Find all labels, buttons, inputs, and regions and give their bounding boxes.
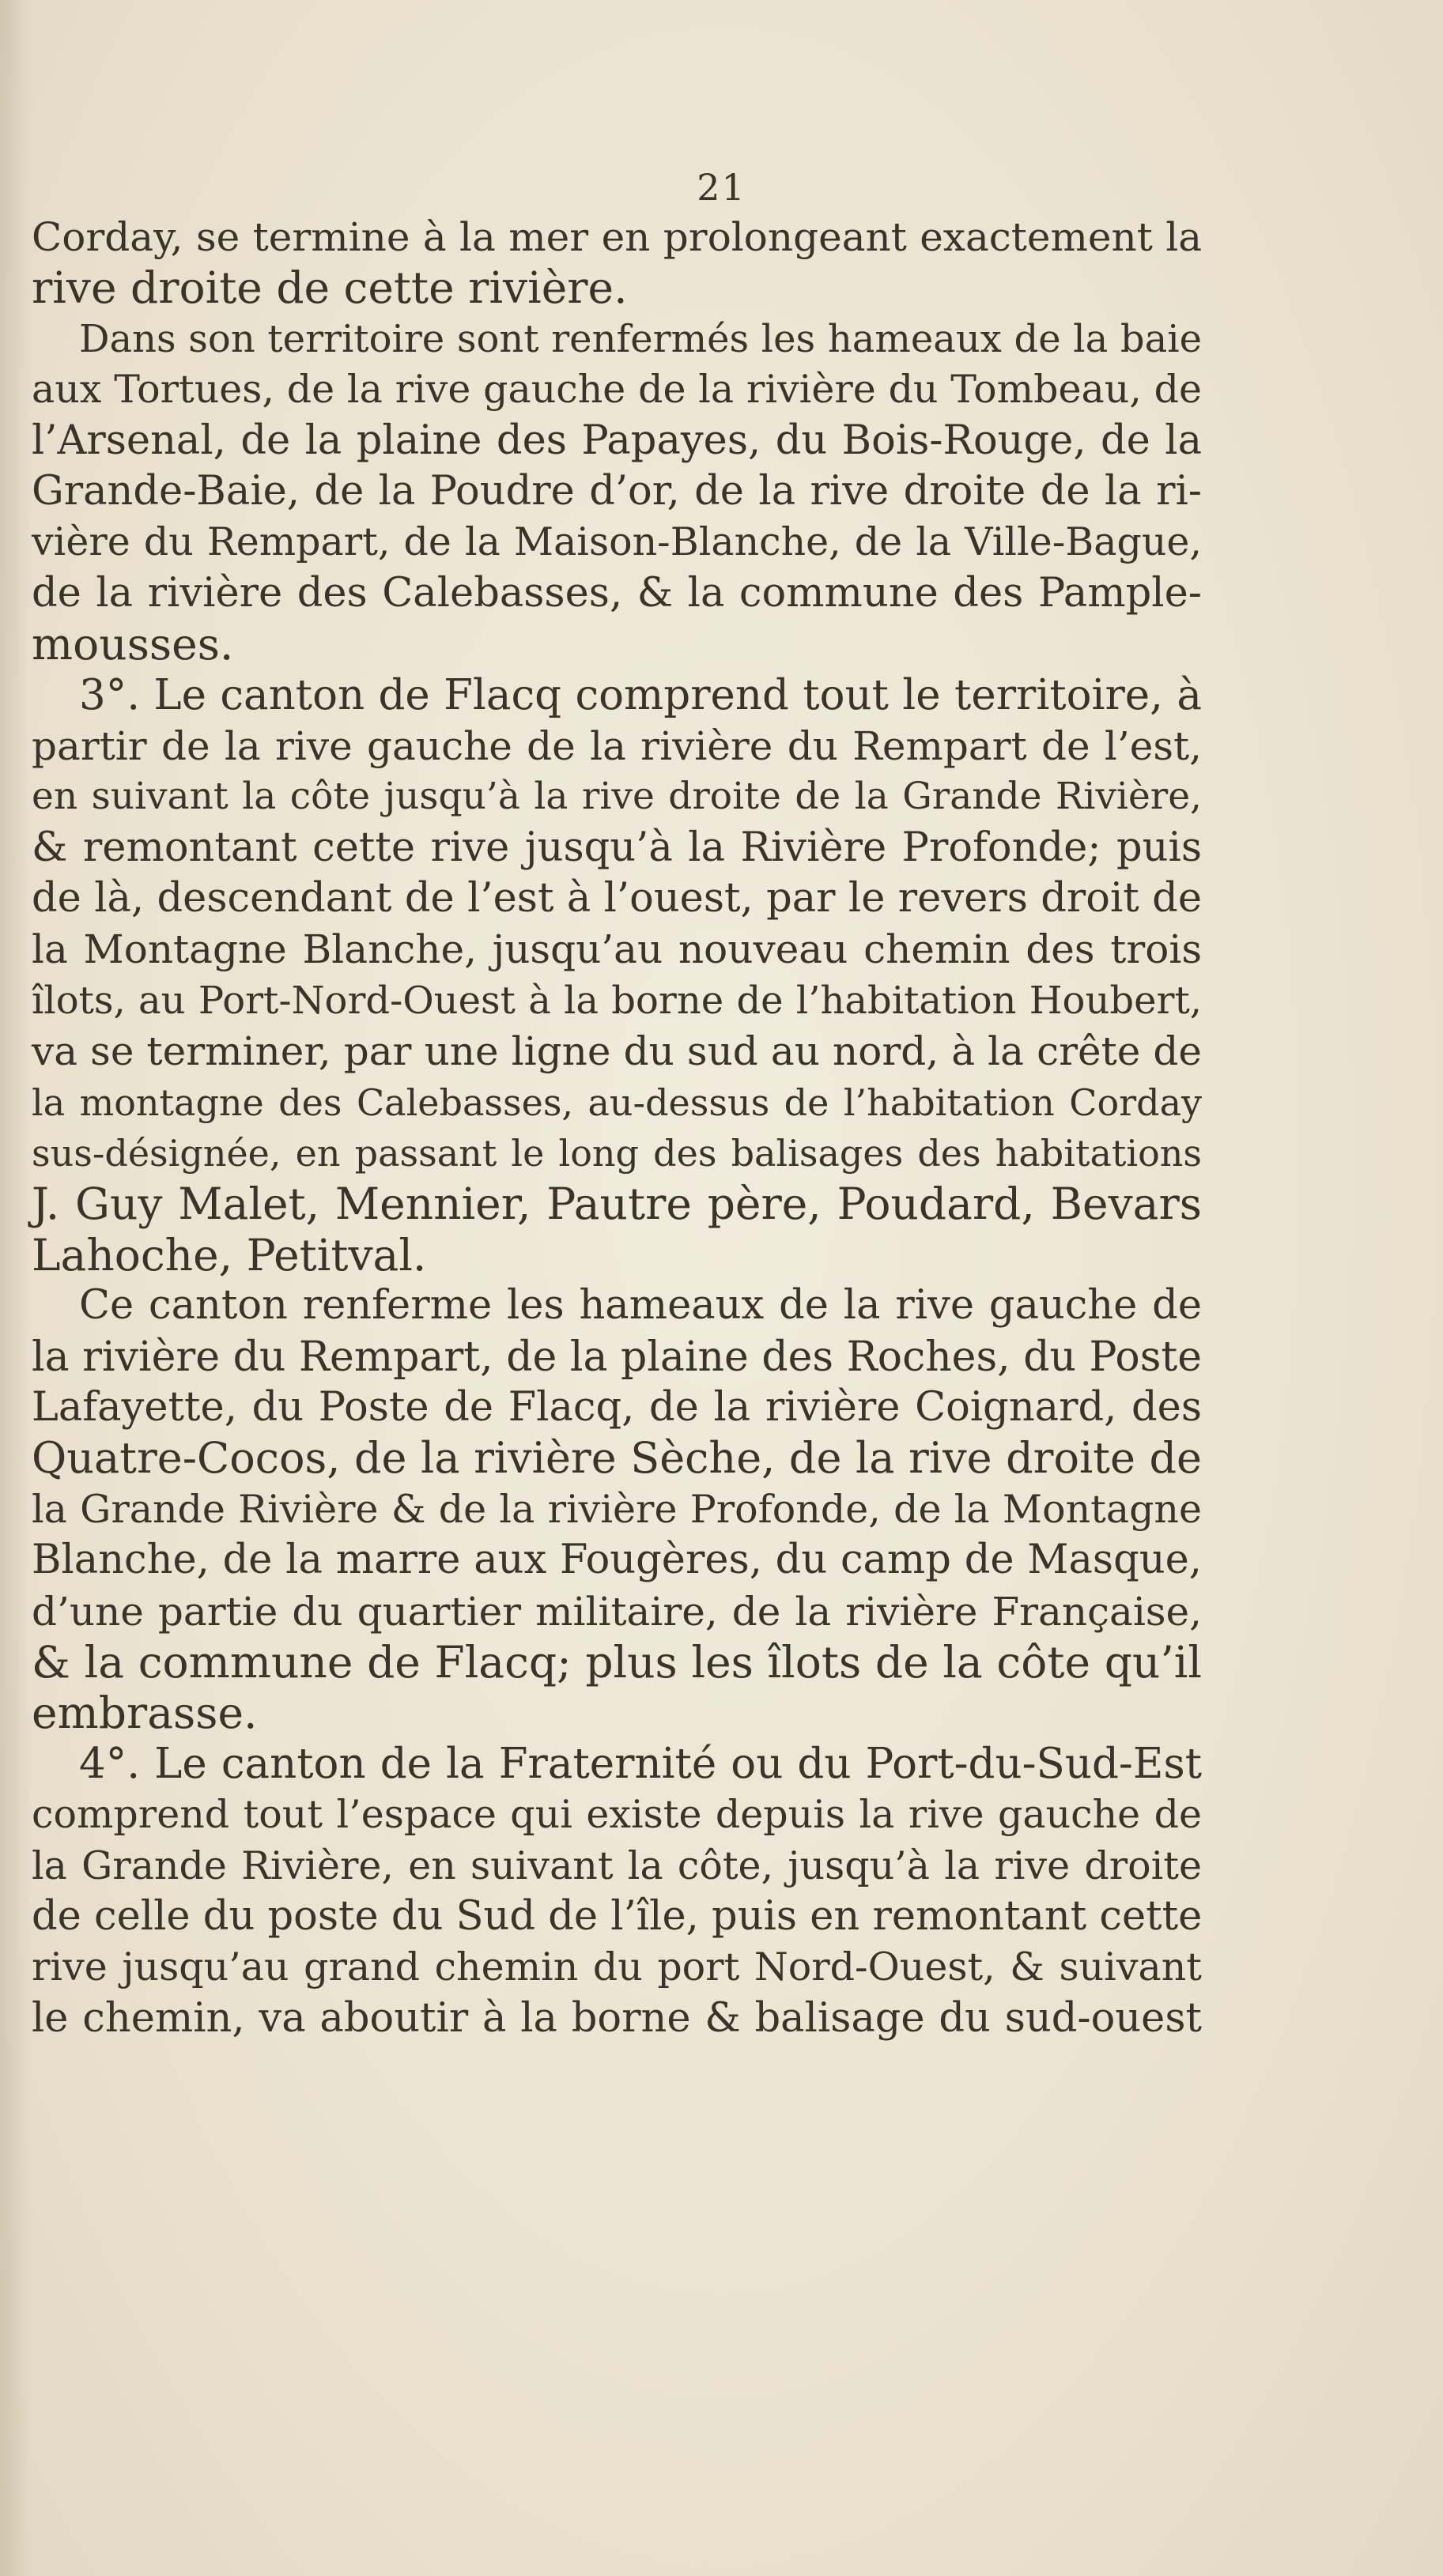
text-line: Corday, se termine à la mer en prolongeant exactement la	[32, 214, 1202, 260]
text-line: Blanche, de la marre aux Fougères, du camp de Masque,	[32, 1537, 1202, 1584]
text-line: la rivière du Rempart, de la plaine des Roches, du Poste	[32, 1333, 1203, 1381]
text-line: comprend tout l’espace qui existe depuis la rive gauche de	[32, 1792, 1202, 1838]
text-line: Grande-Baie, de la Poudre d’or, de la rive droite de la ri-	[32, 467, 1202, 515]
text-line: embrasse.	[32, 1688, 258, 1739]
text-line: îlots, au Port-Nord-Ouest à la borne de l’habitation Houbert,	[32, 978, 1202, 1023]
text-line: l’Arsenal, de la plaine des Papayes, du Bois-Rouge, de la	[32, 417, 1202, 464]
text-line: J. Guy Malet, Mennier, Pautre père, Poudard, Bevars	[32, 1179, 1202, 1230]
text-line: la Grande Rivière & de la rivière Profonde, de la Montagne	[32, 1486, 1202, 1532]
text-line: Quatre-Cocos, de la rivière Sèche, de la rive droite de	[32, 1433, 1202, 1484]
text-line: mousses.	[32, 619, 234, 670]
text-line: la Montagne Blanche, jusqu’au nouveau chemin des trois	[32, 926, 1202, 973]
text-line: sus-désignée, en passant le long des balisages des habitations	[32, 1132, 1202, 1175]
text-line: Dans son territoire sont renfermés les hameaux de la baie	[79, 316, 1202, 361]
text-line: vière du Rempart, de la Maison-Blanche, de la Ville-Bague,	[32, 519, 1202, 565]
text-line: la Grande Rivière, en suivant la côte, jusqu’à la rive droite	[32, 1842, 1202, 1888]
text-line: Lahoche, Petitval.	[32, 1229, 427, 1280]
page-fold-shadow	[0, 0, 32, 2576]
text-line: & la commune de Flacq; plus les îlots de la côte qu’il	[32, 1636, 1202, 1688]
text-line: de la rivière des Calebasses, & la commune des Pample-	[32, 569, 1202, 617]
text-line: va se terminer, par une ligne du sud au nord, à la crête de	[32, 1028, 1202, 1075]
text-line: de là, descendant de l’est à l’ouest, par le revers droit de	[32, 875, 1202, 922]
text-line: d’une partie du quartier militaire, de la rivière Française,	[32, 1588, 1202, 1635]
page-number: 21	[697, 166, 746, 209]
text-line: rive jusqu’au grand chemin du port Nord-Ouest, & suivant	[32, 1944, 1202, 1990]
text-line: le chemin, va aboutir à la borne & balisage du sud-ouest	[32, 1994, 1202, 2042]
text-line: en suivant la côte jusqu’à la rive droite de la Grande Rivière,	[32, 775, 1202, 819]
text-line: de celle du poste du Sud de l’île, puis en remontant cette	[32, 1892, 1203, 1940]
text-line: 3°. Le canton de Flacq comprend tout le territoire, à	[79, 670, 1202, 719]
body-text	[32, 212, 1202, 2044]
text-line: rive droite de cette rivière.	[32, 262, 628, 314]
text-line: partir de la rive gauche de la rivière du Rempart de l’est,	[32, 722, 1202, 769]
text-line: Lafayette, du Poste de Flacq, de la rivière Coignard, des	[32, 1383, 1202, 1431]
text-line: la montagne des Calebasses, au-dessus de l’habitation Corday	[32, 1081, 1202, 1124]
text-line: & remontant cette rive jusqu’à la Rivière Profonde; puis	[32, 824, 1202, 871]
text-line: Ce canton renferme les hameaux de la rive gauche de	[79, 1282, 1202, 1329]
text-line: aux Tortues, de la rive gauche de la rivière du Tombeau, de	[32, 367, 1202, 413]
text-line: 4°. Le canton de la Fraternité ou du Port-du-Sud-Est	[79, 1739, 1202, 1788]
